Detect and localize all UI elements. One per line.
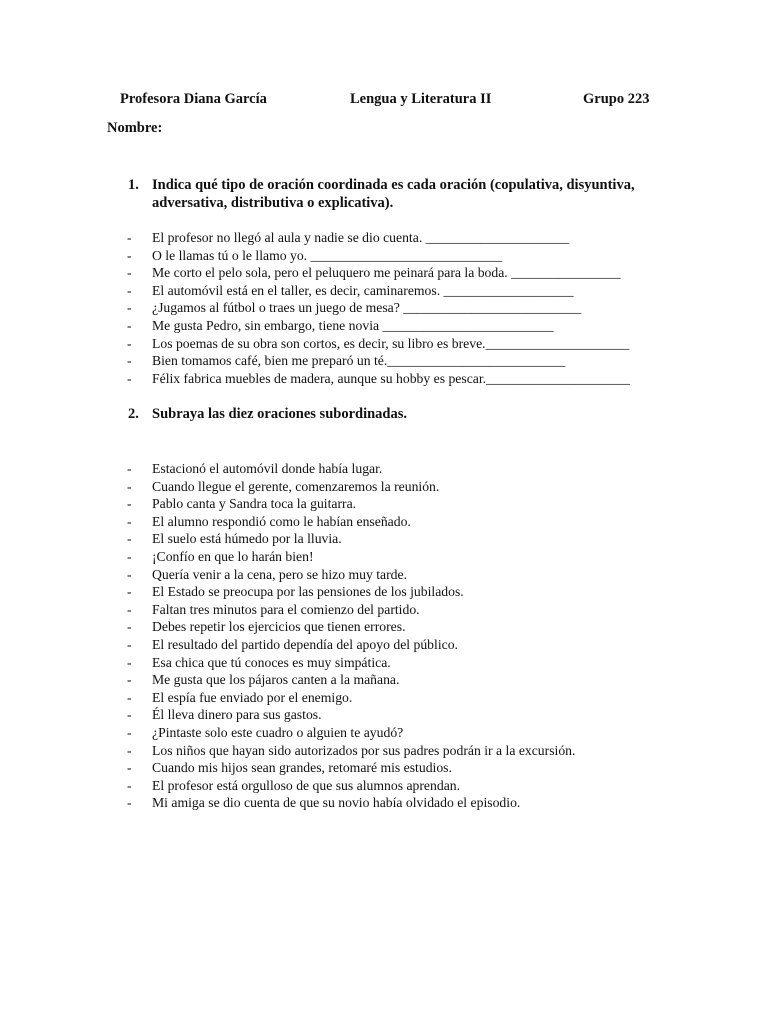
list-item-text: Me gusta que los pájaros canten a la mañana. xyxy=(152,672,400,688)
bullet-dash: - xyxy=(127,317,132,333)
question-1 xyxy=(128,176,648,216)
bullet-dash: - xyxy=(127,619,132,635)
list-item-text: Pablo canta y Sandra toca la guitarra. xyxy=(152,496,357,512)
bullet-dash: - xyxy=(127,760,132,776)
bullet-dash: - xyxy=(127,513,132,529)
bullet-dash: - xyxy=(127,672,132,688)
subject-title: Lengua y Literatura II xyxy=(350,91,492,107)
bullet-dash: - xyxy=(127,636,132,652)
bullet-dash: - xyxy=(127,777,132,793)
list-item-text: Mi amiga se dio cuenta de que su novio había olvidado el episodio. xyxy=(152,795,521,811)
bullet-dash: - xyxy=(127,548,132,564)
bullet-dash: - xyxy=(127,265,132,281)
list-item-text: El resultado del partido dependía del apoyo del público. xyxy=(152,636,458,652)
list-item-text: Félix fabrica muebles de madera, aunque su hobby es pescar._____________________ xyxy=(152,370,630,386)
question-2 xyxy=(128,405,648,425)
list-item-text: El espía fue enviado por el enemigo. xyxy=(152,689,353,705)
list-item-text: Cuando llegue el gerente, comenzaremos la reunión. xyxy=(152,478,440,494)
list-item-text: El Estado se preocupa por las pensiones de los jubilados. xyxy=(152,584,464,600)
bullet-dash: - xyxy=(127,353,132,369)
list-item-text: ¿Jugamos al fútbol o traes un juego de mesa? __________________________ xyxy=(152,300,582,316)
bullet-dash: - xyxy=(127,370,132,386)
bullet-dash: - xyxy=(127,247,132,263)
bullet-dash: - xyxy=(127,724,132,740)
list-item-text: Los poemas de su obra son cortos, es decir, su libro es breve._____________________ xyxy=(152,335,630,351)
list-item-text: El automóvil está en el taller, es decir, caminaremos. ___________________ xyxy=(152,282,574,298)
list-item-text: Faltan tres minutos para el comienzo del partido. xyxy=(152,601,420,617)
bullet-dash: - xyxy=(127,654,132,670)
list-item-text: El suelo está húmedo por la lluvia. xyxy=(152,531,342,547)
bullet-dash: - xyxy=(127,689,132,705)
list-item-text: ¿Pintaste solo este cuadro o alguien te ayudó? xyxy=(152,724,404,740)
list-item-text: Estacionó el automóvil donde había lugar. xyxy=(152,461,383,476)
bullet-dash: - xyxy=(127,531,132,547)
bullet-dash: - xyxy=(127,300,132,316)
bullet-dash: - xyxy=(127,496,132,512)
question-2-number: 2. xyxy=(128,406,139,422)
list-item-text: Esa chica que tú conoces es muy simpática. xyxy=(152,654,391,670)
list-item-text: Bien tomamos café, bien me preparó un té.__________________________ xyxy=(152,353,566,369)
bullet-dash: - xyxy=(127,742,132,758)
bullet-dash: - xyxy=(127,707,132,723)
list-item-text: Los niños que hayan sido autorizados por sus padres podrán ir a la excursión. xyxy=(152,742,576,758)
list-item-text: El profesor no llegó al aula y nadie se dio cuenta. _____________________ xyxy=(152,230,570,245)
bullet-dash: - xyxy=(127,478,132,494)
name-label: Nombre: xyxy=(107,120,163,136)
list-item-text: Quería venir a la cena, pero se hizo muy tarde. xyxy=(152,566,408,582)
teacher-name: Profesora Diana García xyxy=(120,91,267,107)
question-2-text: Subraya las diez oraciones subordinadas. xyxy=(152,406,408,422)
list-item-text: Me corto el pelo sola, pero el peluquero me peinará para la boda. ________________ xyxy=(152,265,621,281)
list-item-text: ¡Confío en que lo harán bien! xyxy=(152,548,314,564)
bullet-dash: - xyxy=(127,335,132,351)
list-item-text: El alumno respondió como le habían enseñado. xyxy=(152,513,411,529)
list-item-text: O le llamas tú o le llamo yo. ____________________________ xyxy=(152,247,503,263)
bullet-dash: - xyxy=(127,230,132,245)
bullet-dash: - xyxy=(127,584,132,600)
question-1-number: 1. xyxy=(128,177,139,193)
bullet-dash: - xyxy=(127,282,132,298)
bullet-dash: - xyxy=(127,601,132,617)
bullet-dash: - xyxy=(127,795,132,811)
bullet-dash: - xyxy=(127,566,132,582)
list-item-text: Debes repetir los ejercicios que tienen errores. xyxy=(152,619,406,635)
bullet-dash: - xyxy=(127,461,132,476)
list-item-text: Me gusta Pedro, sin embargo, tiene novia _________________________ xyxy=(152,317,554,333)
list-item-text: Él lleva dinero para sus gastos. xyxy=(152,707,322,723)
list-item-text: Cuando mis hijos sean grandes, retomaré mis estudios. xyxy=(152,760,452,776)
question-1-text: Indica qué tipo de oración coordinada es cada oración (copulativa, disyuntiva, adversativa, distributiva o explicativa). xyxy=(152,177,635,211)
group-label: Grupo 223 xyxy=(583,91,650,107)
list-item-text: El profesor está orgulloso de que sus alumnos aprendan. xyxy=(152,777,461,793)
